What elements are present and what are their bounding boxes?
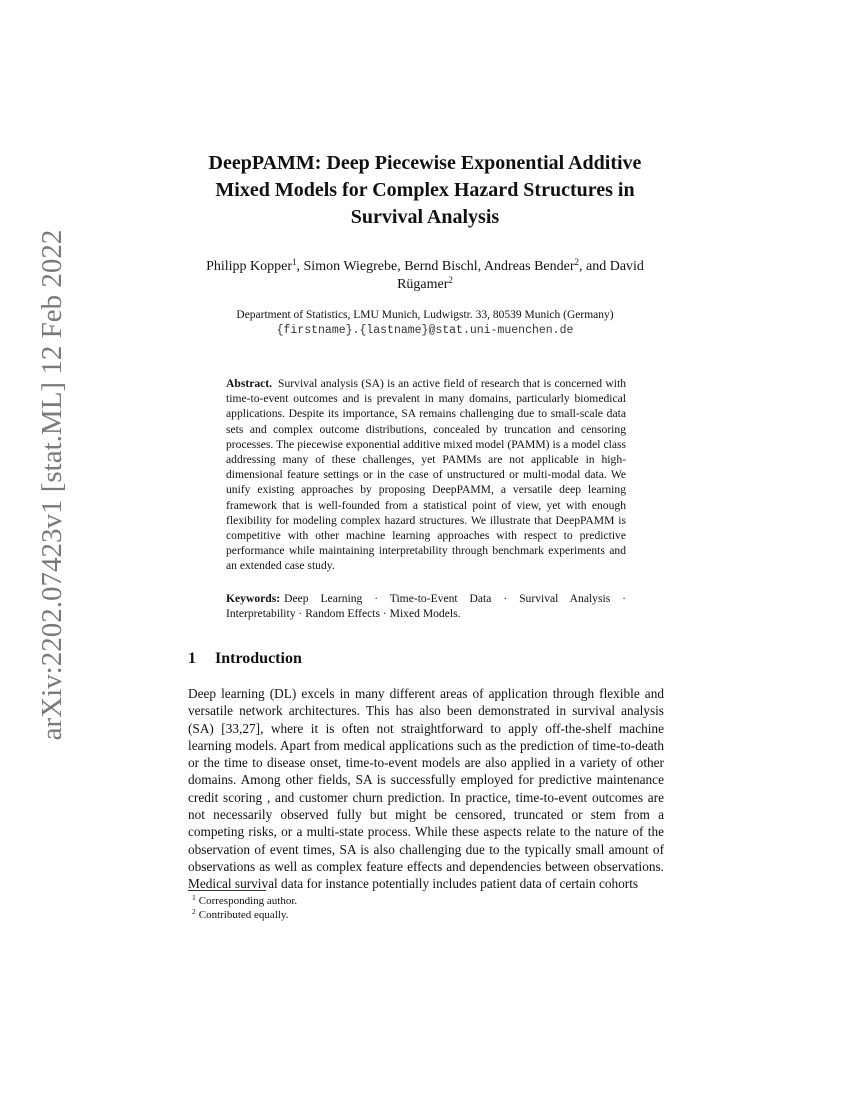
footnote-divider [188, 890, 266, 891]
author-affiliation-mark: 1 [292, 257, 297, 267]
section-number: 1 [188, 650, 196, 667]
abstract-text: Survival analysis (SA) is an active field of research that is concerned with time-to-event outcomes and is prevalent in many domains, particularly biomedical applications. Despite its importance, SA remains challenging due to small-scale data sets and complex outcome distributions, concealed by truncation and censoring processes. The piecewise exponential additive mixed model (PAMM) is a model class addressing many of these challenges, yet PAMMs are not applicable in high-dimensional feature settings or in the case of unstructured or multi-modal data. We unify existing approaches by proposing DeepPAMM, a versatile deep learning framework that is well-founded from a statistical point of view, yet with enough flexibility for modeling complex hazard structures. We illustrate that DeepPAMM is competitive with other machine learning approaches with respect to predictive performance while maintaining interpretability through benchmark experiments and an extended case study. [226, 377, 626, 573]
abstract-label: Abstract. [226, 377, 273, 390]
author-name: David Rügamer [397, 259, 644, 292]
author-separator: , [397, 259, 405, 274]
author-separator: , and [579, 259, 610, 274]
footnotes [192, 894, 297, 922]
author-email: {firstname}.{lastname}@stat.uni-muenchen.de [276, 324, 574, 337]
footnote [192, 894, 297, 908]
author-name: Bernd Bischl [404, 259, 478, 274]
author-name: Philipp Kopper [206, 259, 293, 274]
author-name: Andreas Bender [483, 259, 575, 274]
affiliation-block [195, 308, 655, 338]
footnote [192, 908, 297, 922]
keywords-text: Deep Learning · Time-to-Event Data · Survival Analysis · Interpretability · Random Effects · Mixed Models. [226, 592, 626, 621]
author-name: Simon Wiegrebe [303, 259, 398, 274]
author-separator: , [477, 259, 484, 274]
footnote-text: Contributed equally. [198, 909, 289, 921]
author-affiliation-mark: 2 [448, 275, 453, 285]
introduction-paragraph: Deep learning (DL) excels in many different areas of application through flexible and versatile network architectures. This has also been demonstrated in survival analysis (SA) [33,27], where it is often not straightforward to apply off-the-shelf machine learning models. Apart from medical applications such as the prediction of time-to-death or the time to disease onset, time-to-event models are also applied in a variety of other domains. Among other fields, SA is successfully employed for predictive maintenance credit scoring , and customer churn prediction. In practice, time-to-event outcomes are not necessarily observed fully but might be censored, truncated or stem from a competing risks, or a multi-state process. While these aspects relate to the nature of the observation of event times, SA is also challenging due to the typically small amount of observations as well as complex feature effects and dependencies between observations. Medical survival data for instance potentially includes patient data of certain cohorts [188, 686, 664, 892]
footnote-mark: 2 [192, 907, 196, 916]
keywords-label: Keywords: [226, 592, 281, 605]
affiliation-address: Department of Statistics, LMU Munich, Ludwigstr. 33, 80539 Munich (Germany) [236, 309, 614, 321]
section-heading-introduction [188, 649, 302, 669]
arxiv-identifier-stamp: arXiv:2202.07423v1 [stat.ML] 12 Feb 2022 [36, 229, 68, 741]
author-separator: , [296, 259, 304, 274]
author-affiliation-mark: 2 [574, 257, 579, 267]
footnote-text: Corresponding author. [198, 895, 298, 907]
keywords [226, 591, 626, 621]
author-list [195, 258, 655, 294]
section-title: Introduction [215, 650, 302, 667]
paper-title: DeepPAMM: Deep Piecewise Exponential Additive Mixed Models for Complex Hazard Structures in Survival Analysis [208, 152, 642, 228]
footnote-mark: 1 [192, 893, 196, 902]
abstract [226, 376, 626, 574]
